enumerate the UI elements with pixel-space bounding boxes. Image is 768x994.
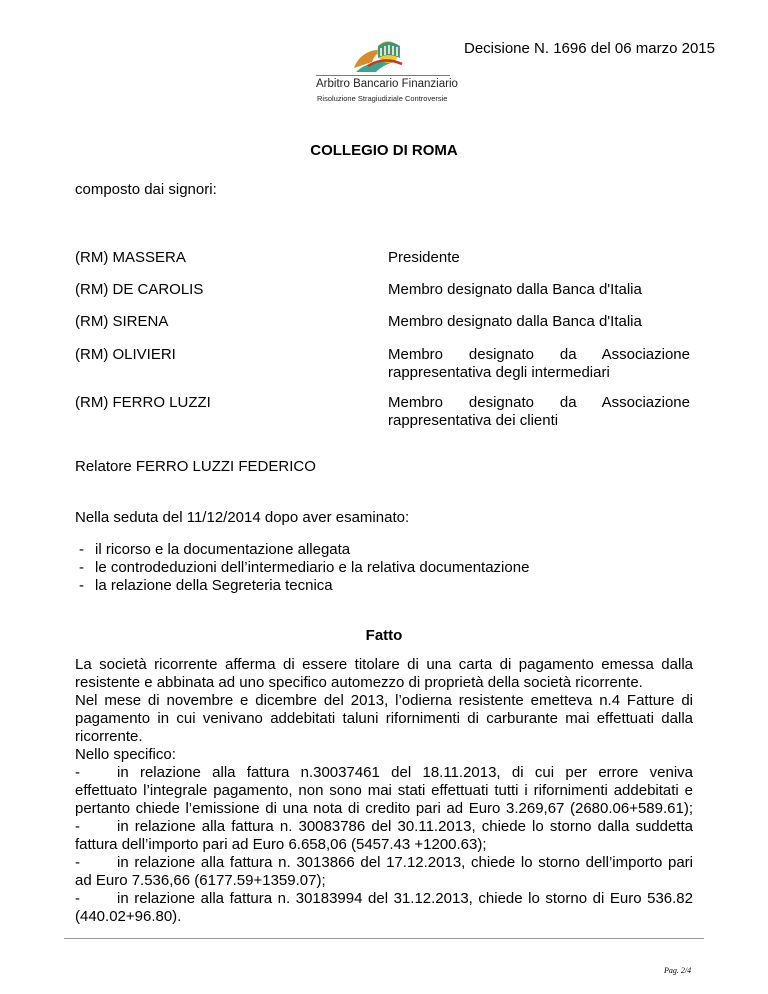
text-line: effettuato l’integrale pagamento, non sono mai stati effettuati tutti i rifornimenti addebitati e <box>75 782 693 799</box>
footer-divider <box>64 938 704 939</box>
item-line: - in relazione alla fattura n.30037461 del 18.11.2013, di cui per errore veniva <box>75 764 693 781</box>
text-line: La società ricorrente afferma di essere titolare di una carta di pagamento emessa dalla <box>75 656 693 673</box>
logo-subtitle: Risoluzione Stragiudiziale Controversie <box>317 94 448 103</box>
member-role: Presidente <box>388 249 460 266</box>
member-name: (RM) SIRENA <box>75 313 169 330</box>
member-name: (RM) FERRO LUZZI <box>75 394 211 411</box>
member-role-line: Membro designato da Associazione <box>388 394 690 411</box>
decision-number: Decisione N. 1696 del 06 marzo 2015 <box>464 40 715 57</box>
member-role <box>388 346 690 382</box>
text-line: resistente e abbinata ad uno specifico automezzo di proprietà della società ricorrente. <box>75 674 643 691</box>
collegio-title: COLLEGIO DI ROMA <box>310 142 458 159</box>
text-line: (440.02+96.80). <box>75 908 182 925</box>
member-role-line: Membro designato da Associazione <box>388 346 690 363</box>
text-line: ad Euro 7.536,66 (6177.59+1359.07); <box>75 872 326 889</box>
member-role: Membro designato dalla Banca d'Italia <box>388 281 642 298</box>
list-item: - le controdeduzioni dell’intermediario e la relativa documentazione <box>75 559 529 577</box>
text-line: ricorrente. <box>75 728 143 745</box>
fatto-body <box>75 656 693 926</box>
abf-emblem-icon <box>350 36 408 74</box>
text-line: pertanto chiede l’emissione di una nota di credito pari ad Euro 3.269,67 (2680.06+589.61); <box>75 800 693 817</box>
text-line: fattura dell’importo pari ad Euro 6.658,06 (5457.43 +1200.63); <box>75 836 487 853</box>
item-line: - in relazione alla fattura n. 30083786 del 30.11.2013, chiede lo storno dalla suddetta <box>75 818 693 835</box>
member-name: (RM) DE CAROLIS <box>75 281 204 298</box>
abf-logo <box>316 36 456 106</box>
composto-label: composto dai signori: <box>75 181 217 198</box>
member-role-line: rappresentativa degli intermediari <box>388 364 610 381</box>
member-role <box>388 394 690 430</box>
seduta-intro: Nella seduta del 11/12/2014 dopo aver esaminato: <box>75 509 410 526</box>
documents-list <box>75 541 529 595</box>
member-name: (RM) MASSERA <box>75 249 186 266</box>
text-line: Nel mese di novembre e dicembre del 2013, l’odierna resistente emetteva n.4 Fatture di <box>75 692 693 709</box>
logo-divider <box>316 75 450 76</box>
logo-title: Arbitro Bancario Finanziario <box>316 78 458 90</box>
page-number: Pag. 2/4 <box>664 966 692 975</box>
member-role-line: rappresentativa dei clienti <box>388 412 559 429</box>
section-title-fatto: Fatto <box>365 627 403 644</box>
list-item: - la relazione della Segreteria tecnica <box>75 577 529 595</box>
member-name: (RM) OLIVIERI <box>75 346 176 363</box>
relatore: Relatore FERRO LUZZI FEDERICO <box>75 458 316 475</box>
text-line: Nello specifico: <box>75 746 176 763</box>
list-item: - il ricorso e la documentazione allegata <box>75 541 529 559</box>
item-line: - in relazione alla fattura n. 3013866 del 17.12.2013, chiede lo storno dell’importo pari <box>75 854 693 871</box>
item-line: - in relazione alla fattura n. 30183994 del 31.12.2013, chiede lo storno di Euro 536.82 <box>75 890 693 907</box>
text-line: pagamento in cui venivano addebitati taluni rifornimenti di carburante mai effettuati dalla <box>75 710 693 727</box>
member-role: Membro designato dalla Banca d'Italia <box>388 313 642 330</box>
